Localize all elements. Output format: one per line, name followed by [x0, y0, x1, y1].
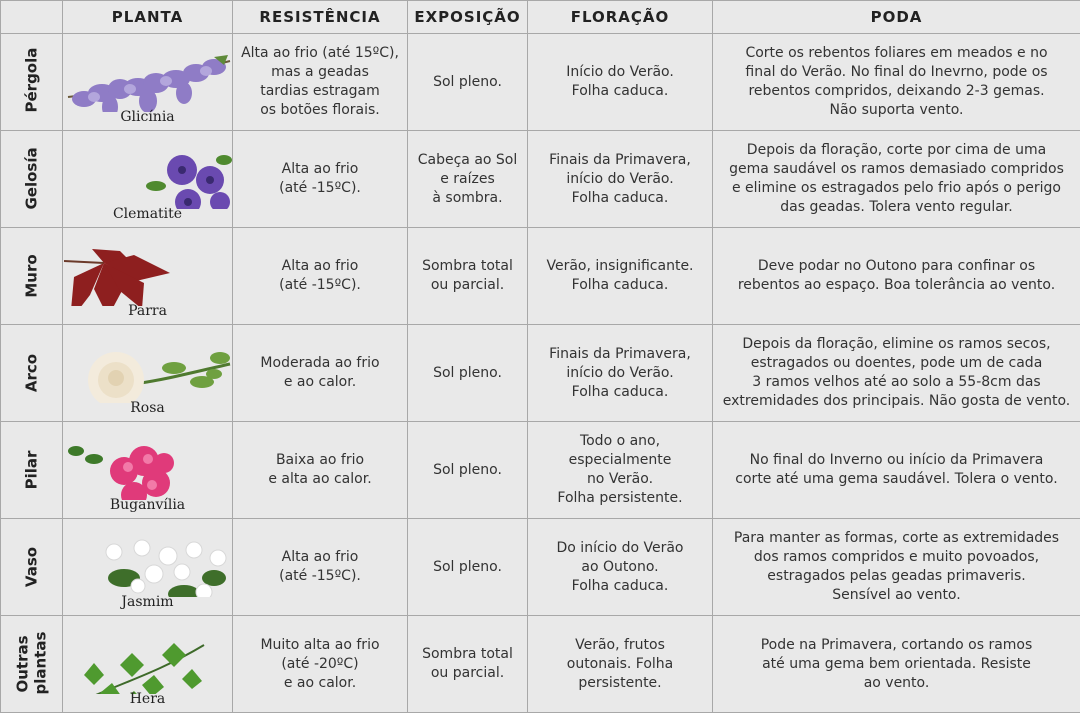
floracao-cell: Verão, insignificante. Folha caduca. [528, 228, 713, 325]
exposicao-cell: Sol pleno. [408, 422, 528, 519]
header-planta: PLANTA [63, 1, 233, 34]
plant-cell [63, 616, 233, 713]
resistencia-cell: Alta ao frio (até -15ºC). [233, 228, 408, 325]
location-cell [1, 325, 63, 422]
table-row [1, 616, 1080, 713]
table-row [1, 325, 1080, 422]
table-row [1, 131, 1080, 228]
plant-cell [63, 131, 233, 228]
plant-name: Rosa [63, 399, 232, 418]
location-label: Outras plantas [14, 634, 50, 695]
floracao-cell: Do início do Verão ao Outono. Folha caduca. [528, 519, 713, 616]
table-row [1, 422, 1080, 519]
resistencia-cell: Alta ao frio (até 15ºC), mas a geadas tardias estragam os botões florais. [233, 34, 408, 131]
plant-name: Buganvília [63, 496, 232, 515]
header-corner [1, 1, 63, 34]
header-row [1, 1, 1080, 34]
plant-name: Hera [63, 690, 232, 709]
header-poda: PODA [713, 1, 1080, 34]
plant-name: Glicínia [63, 108, 232, 127]
poda-cell: Deve podar no Outono para confinar os rebentos ao espaço. Boa tolerância ao vento. [713, 228, 1080, 325]
location-cell [1, 131, 63, 228]
poda-cell: Depois da floração, corte por cima de uma gema saudável os ramos demasiado compridos e elimine os estragados pelo frio após o perigo das geadas. Tolera vento regular. [713, 131, 1080, 228]
poda-cell: No final do Inverno ou início da Primavera corte até uma gema saudável. Tolera o vento. [713, 422, 1080, 519]
resistencia-cell: Moderada ao frio e ao calor. [233, 325, 408, 422]
location-label: Gelosía [23, 149, 41, 210]
vine-leaf-icon [63, 228, 232, 306]
plant-cell [63, 519, 233, 616]
header-exposicao: EXPOSIÇÃO [408, 1, 528, 34]
plant-name: Parra [63, 302, 232, 321]
floracao-cell: Início do Verão. Folha caduca. [528, 34, 713, 131]
location-cell [1, 228, 63, 325]
location-label: Vaso [23, 537, 41, 598]
clematis-icon [63, 131, 232, 209]
table-row [1, 228, 1080, 325]
exposicao-cell: Sombra total ou parcial. [408, 616, 528, 713]
location-cell [1, 422, 63, 519]
rose-icon [63, 325, 232, 403]
bougainvillea-icon [63, 422, 232, 500]
header-resistencia: RESISTÊNCIA [233, 1, 408, 34]
plant-cell [63, 422, 233, 519]
location-cell [1, 616, 63, 713]
resistencia-cell: Muito alta ao frio (até -20ºC) e ao calor. [233, 616, 408, 713]
header-floracao: FLORAÇÃO [528, 1, 713, 34]
poda-cell: Pode na Primavera, cortando os ramos até uma gema bem orientada. Resiste ao vento. [713, 616, 1080, 713]
resistencia-cell: Alta ao frio (até -15ºC). [233, 131, 408, 228]
plant-name: Jasmim [63, 593, 232, 612]
ivy-icon [63, 616, 232, 694]
poda-cell: Corte os rebentos foliares em meados e no final do Verão. No final do Inevrno, pode os rebentos compridos, deixando 2-3 gemas. Não suporta vento. [713, 34, 1080, 131]
plant-name: Clematite [63, 205, 232, 224]
wisteria-icon [63, 34, 232, 112]
floracao-cell: Finais da Primavera, início do Verão. Folha caduca. [528, 131, 713, 228]
plant-cell [63, 325, 233, 422]
location-label: Muro [23, 246, 41, 307]
location-cell [1, 519, 63, 616]
table-row [1, 34, 1080, 131]
floracao-cell: Verão, frutos outonais. Folha persistente. [528, 616, 713, 713]
location-label: Pérgola [23, 52, 41, 113]
resistencia-cell: Alta ao frio (até -15ºC). [233, 519, 408, 616]
resistencia-cell: Baixa ao frio e alta ao calor. [233, 422, 408, 519]
exposicao-cell: Cabeça ao Sol e raízes à sombra. [408, 131, 528, 228]
floracao-cell: Todo o ano, especialmente no Verão. Folha persistente. [528, 422, 713, 519]
jasmine-icon [63, 519, 232, 597]
poda-cell: Para manter as formas, corte as extremidades dos ramos compridos e muito povoados, estragados pelas geadas primaveris. Sensível ao vento. [713, 519, 1080, 616]
poda-cell: Depois da floração, elimine os ramos secos, estragados ou doentes, pode um de cada 3 ramos velhos até ao solo a 55-8cm das extremidades dos principais. Não gosta de vento. [713, 325, 1080, 422]
plant-cell [63, 228, 233, 325]
exposicao-cell: Sol pleno. [408, 34, 528, 131]
exposicao-cell: Sombra total ou parcial. [408, 228, 528, 325]
exposicao-cell: Sol pleno. [408, 325, 528, 422]
table-row [1, 519, 1080, 616]
location-label: Pilar [23, 440, 41, 501]
location-label: Arco [23, 343, 41, 404]
exposicao-cell: Sol pleno. [408, 519, 528, 616]
plant-cell [63, 34, 233, 131]
floracao-cell: Finais da Primavera, início do Verão. Folha caduca. [528, 325, 713, 422]
location-cell [1, 34, 63, 131]
